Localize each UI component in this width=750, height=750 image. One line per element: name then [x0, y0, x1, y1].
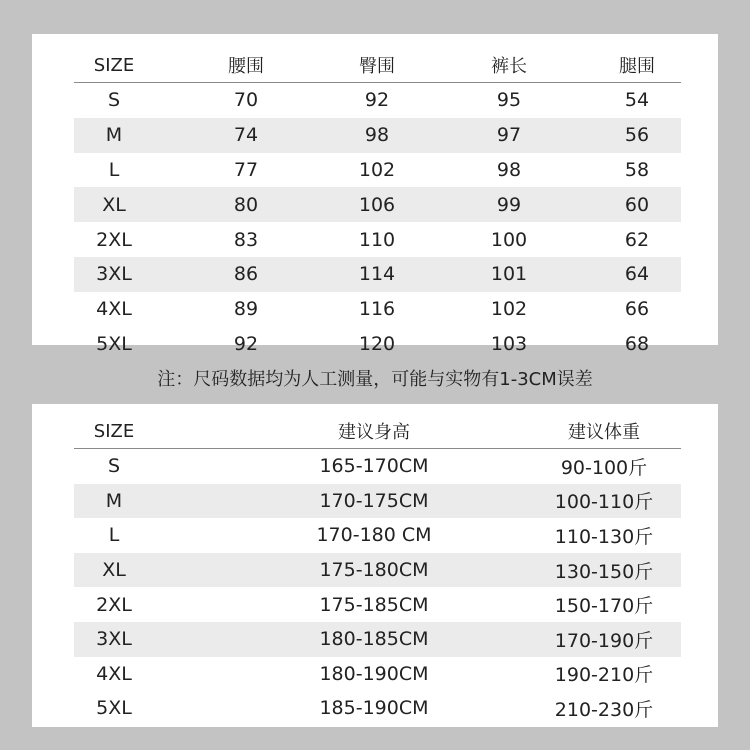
weight-cell: 130-150斤: [554, 560, 654, 583]
size-cell: 2XL: [96, 228, 132, 251]
weight-cell: 90-100斤: [560, 456, 648, 479]
header-length: 裤长: [491, 56, 527, 77]
size-chart-panel: [32, 34, 718, 355]
table-row: [74, 257, 681, 292]
height-cell: 180-190CM: [319, 662, 429, 685]
weight-cell: 100-110斤: [554, 491, 654, 514]
table-row: [74, 83, 681, 118]
height-cell: 180-185CM: [319, 628, 429, 651]
size-cell: 5XL: [96, 697, 132, 720]
size-chart-table: [74, 48, 681, 361]
weight-cell: 210-230斤: [554, 698, 654, 721]
length-cell: 103: [490, 332, 528, 355]
weight-cell: 150-170斤: [554, 595, 654, 618]
thigh-cell: 58: [624, 158, 650, 181]
length-cell: 98: [496, 158, 522, 181]
size-cell: 3XL: [96, 628, 132, 651]
height-cell: 175-180CM: [319, 559, 429, 582]
waist-cell: 89: [233, 298, 259, 321]
table-row: [74, 153, 681, 188]
weight-cell: 110-130斤: [554, 525, 654, 548]
table-row: [74, 187, 681, 222]
size-cell: L: [108, 524, 120, 547]
recommendation-panel: [32, 404, 718, 727]
table-row: [74, 518, 681, 553]
length-cell: 102: [490, 298, 528, 321]
size-cell: 2XL: [96, 593, 132, 616]
length-cell: 95: [496, 89, 522, 112]
size-cell: 3XL: [96, 263, 132, 286]
height-cell: 185-190CM: [319, 697, 429, 720]
hip-cell: 114: [358, 263, 396, 286]
recommendation-rows: [74, 449, 681, 726]
thigh-cell: 60: [624, 193, 650, 216]
size-cell: XL: [102, 559, 126, 582]
size-cell: XL: [102, 193, 126, 216]
waist-cell: 77: [233, 158, 259, 181]
table-row: [74, 327, 681, 362]
table-row: [74, 118, 681, 153]
waist-cell: 86: [233, 263, 259, 286]
size-chart-rows: [74, 83, 681, 361]
height-cell: 170-175CM: [319, 489, 429, 512]
header-hip: 臀围: [359, 56, 395, 77]
header-weight: 建议体重: [568, 422, 640, 443]
hip-cell: 98: [364, 124, 390, 147]
thigh-cell: 62: [624, 228, 650, 251]
table-row: [74, 691, 681, 726]
length-cell: 99: [496, 193, 522, 216]
waist-cell: 92: [233, 332, 259, 355]
header-thigh: 腿围: [619, 56, 655, 77]
header-size: SIZE: [93, 420, 135, 442]
hip-cell: 120: [358, 332, 396, 355]
thigh-cell: 66: [624, 298, 650, 321]
size-cell: L: [108, 158, 120, 181]
size-cell: 4XL: [96, 298, 132, 321]
hip-cell: 106: [358, 193, 396, 216]
hip-cell: 102: [358, 158, 396, 181]
header-height: 建议身高: [338, 422, 410, 443]
size-cell: 5XL: [96, 332, 132, 355]
height-cell: 175-185CM: [319, 593, 429, 616]
length-cell: 100: [490, 228, 528, 251]
header-waist: 腰围: [228, 56, 264, 77]
height-cell: 165-170CM: [319, 455, 429, 478]
table-row: [74, 484, 681, 519]
thigh-cell: 64: [624, 263, 650, 286]
size-cell: M: [105, 124, 123, 147]
waist-cell: 70: [233, 89, 259, 112]
size-chart-header: [74, 48, 681, 83]
size-cell: 4XL: [96, 662, 132, 685]
weight-cell: 190-210斤: [554, 664, 654, 687]
height-cell: 170-180 CM: [316, 524, 432, 547]
hip-cell: 92: [364, 89, 390, 112]
table-row: [74, 587, 681, 622]
length-cell: 101: [490, 263, 528, 286]
measurement-note: 注：尺码数据均为人工测量，可能与实物有1-3CM误差: [157, 369, 593, 390]
size-cell: S: [107, 455, 121, 478]
waist-cell: 74: [233, 124, 259, 147]
table-row: [74, 292, 681, 327]
recommendation-table: [74, 414, 681, 726]
thigh-cell: 54: [624, 89, 650, 112]
size-cell: S: [107, 89, 121, 112]
size-cell: M: [105, 489, 123, 512]
waist-cell: 83: [233, 228, 259, 251]
hip-cell: 116: [358, 298, 396, 321]
table-row: [74, 553, 681, 588]
table-row: [74, 449, 681, 484]
hip-cell: 110: [358, 228, 396, 251]
thigh-cell: 56: [624, 124, 650, 147]
recommendation-header: [74, 414, 681, 449]
waist-cell: 80: [233, 193, 259, 216]
weight-cell: 170-190斤: [554, 629, 654, 652]
table-row: [74, 622, 681, 657]
table-row: [74, 222, 681, 257]
table-row: [74, 657, 681, 692]
length-cell: 97: [496, 124, 522, 147]
header-size: SIZE: [93, 54, 135, 76]
thigh-cell: 68: [624, 332, 650, 355]
